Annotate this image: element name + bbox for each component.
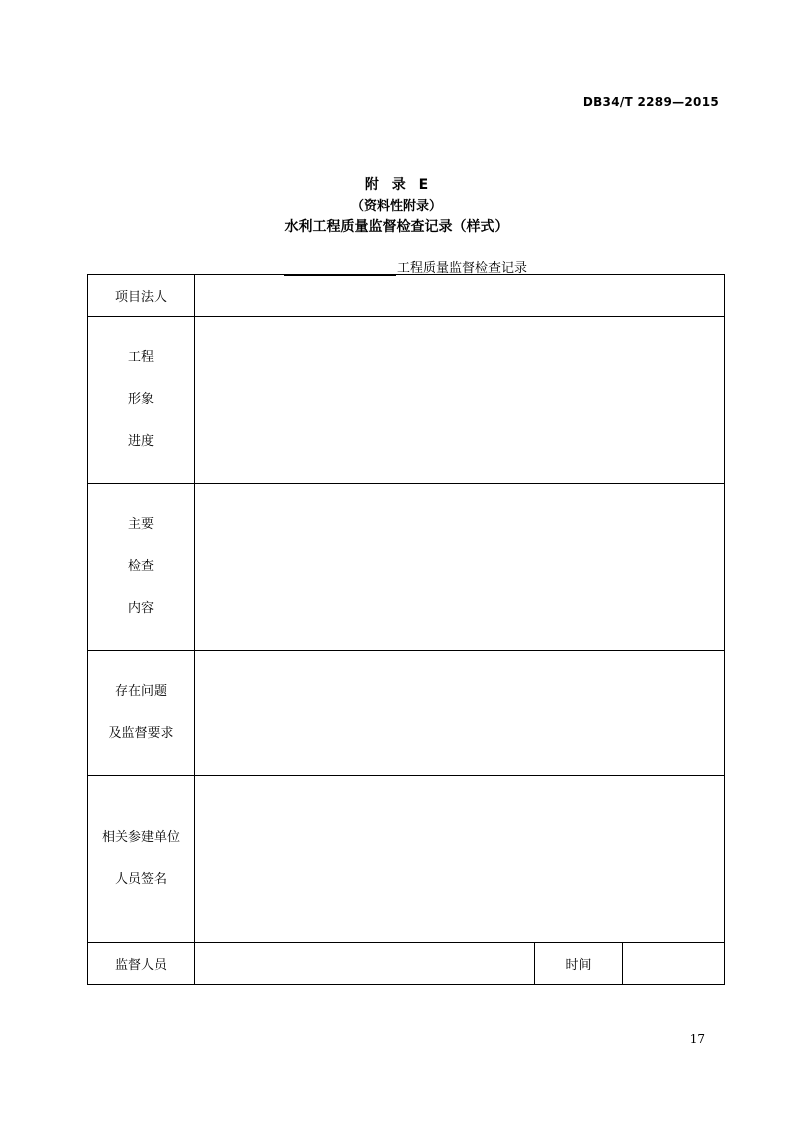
inspection-record-table [87,274,725,985]
field-issues[interactable] [195,651,725,776]
label-issues-line: 及监督要求 [108,726,174,741]
field-supervisor[interactable] [195,943,535,985]
label-time: 时间 [535,943,623,985]
appendix-name: 水利工程质量监督检查记录（样式） [284,219,509,235]
label-signatures-line: 人员签名 [114,872,167,887]
label-progress-line: 形象 [127,392,154,407]
form-caption-text: 工程质量监督检查记录 [397,261,528,276]
row-supervisor [88,943,725,985]
row-project-owner [88,275,725,317]
row-progress [88,317,725,484]
field-content[interactable] [195,484,725,651]
label-content [88,484,195,651]
row-content [88,484,725,651]
label-signatures [88,776,195,943]
appendix-subtitle: （资料性附录） [350,199,442,214]
label-progress [88,317,195,484]
row-signatures [88,776,725,943]
page-number: 17 [689,1032,705,1046]
row-issues [88,651,725,776]
label-project-owner: 项目法人 [88,275,195,317]
label-progress-line: 进度 [127,434,154,449]
label-progress-line: 工程 [127,350,154,365]
label-issues [88,651,195,776]
label-content-line: 内容 [127,601,154,616]
appendix-title: 附 录 E [364,177,429,193]
label-signatures-line: 相关参建单位 [101,830,180,845]
label-content-line: 检查 [127,559,154,574]
field-project-owner[interactable] [195,275,725,317]
document-code: DB34/T 2289—2015 [582,95,719,109]
label-supervisor: 监督人员 [88,943,195,985]
label-issues-line: 存在问题 [114,684,167,699]
field-signatures[interactable] [195,776,725,943]
field-progress[interactable] [195,317,725,484]
label-content-line: 主要 [127,517,154,532]
field-time[interactable] [623,943,725,985]
